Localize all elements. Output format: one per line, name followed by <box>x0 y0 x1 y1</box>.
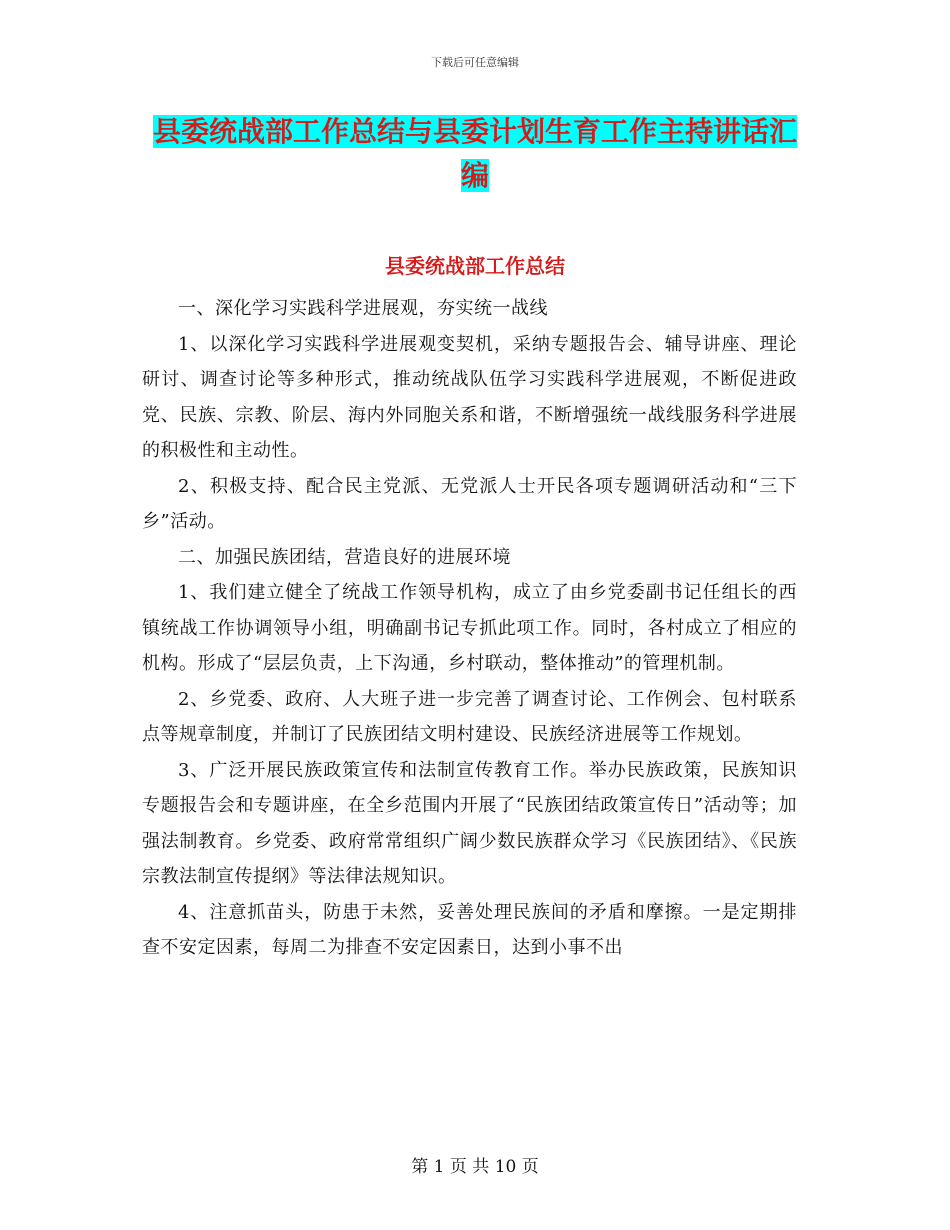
section-title: 县委统战部工作总结 <box>385 254 565 278</box>
paragraph: 2、积极支持、配合民主党派、无党派人士开民各项专题调研活动和“三下乡”活动。 <box>142 475 797 532</box>
paragraph: 1、我们建立健全了统战工作领导机构，成立了由乡党委副书记任组长的西镇统战工作协调领导小组，明确副书记专抓此项工作。同时，各村成立了相应的机构。形成了“层层负责，上下沟通，乡村联动，整体推动”的管理机制。 <box>142 582 797 674</box>
page-number-footer: 第 1 页 共 10 页 <box>411 1157 539 1177</box>
document-title-highlight: 县委统战部工作总结与县委计划生育工作主持讲话汇编 <box>152 115 797 192</box>
page-header-note: 下载后可任意编辑 <box>431 56 519 69</box>
paragraph: 1、以深化学习实践科学进展观变契机，采纳专题报告会、辅导讲座、理论研讨、调查讨论等多种形式，推动统战队伍学习实践科学进展观，不断促进政党、民族、宗教、阶层、海内外同胞关系和谐，不断增强统一战线服务科学进展的积极性和主动性。 <box>142 333 797 461</box>
paragraph-heading-2: 二、加强民族团结，营造良好的进展环境 <box>178 546 511 568</box>
document-body <box>142 291 797 966</box>
paragraph: 2、乡党委、政府、人大班子进一步完善了调查讨论、工作例会、包村联系点等规章制度，并制订了民族团结文明村建设、民族经济进展等工作规划。 <box>142 688 797 745</box>
document-title <box>140 110 810 198</box>
paragraph: 4、注意抓苗头，防患于未然，妥善处理民族间的矛盾和摩擦。一是定期排查不安定因素，每周二为排查不安定因素日，达到小事不出 <box>142 901 797 958</box>
paragraph: 3、广泛开展民族政策宣传和法制宣传教育工作。举办民族政策，民族知识专题报告会和专题讲座，在全乡范围内开展了“民族团结政策宣传日”活动等；加强法制教育。乡党委、政府常常组织广阔少数民族群众学习《民族团结》、《民族宗教法制宣传提纲》等法律法规知识。 <box>142 759 797 887</box>
paragraph-heading-1: 一、深化学习实践科学进展观，夯实统一战线 <box>178 298 548 319</box>
